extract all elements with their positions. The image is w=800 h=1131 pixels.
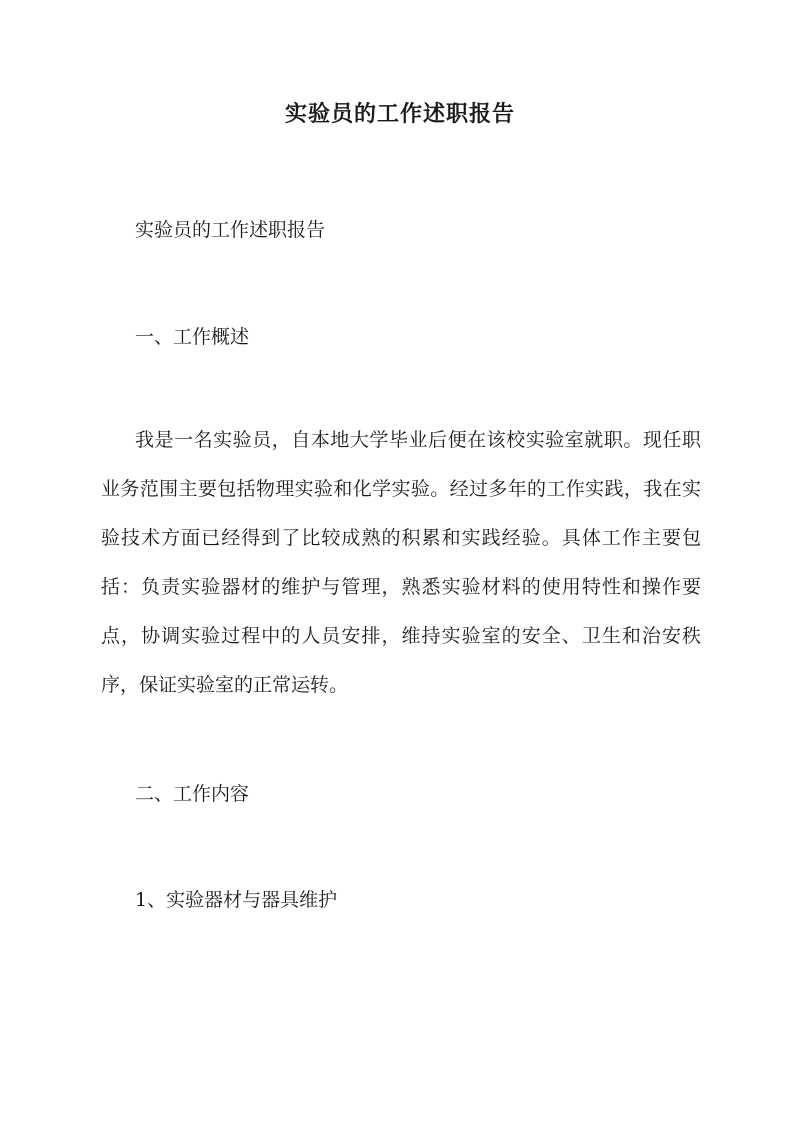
subsection-heading-equipment: 1、实验器材与器具维护 <box>135 889 338 911</box>
section-heading-overview: 一、工作概述 <box>135 326 250 348</box>
document-subtitle: 实验员的工作述职报告 <box>135 219 326 241</box>
document-title: 实验员的工作述职报告 <box>284 101 515 127</box>
overview-paragraph: 我是一名实验员，自本地大学毕业后便在该校实验室就职。现任职业务范围主要包括物理实验和化学实验。经过多年的工作实践，我在实验技术方面已经得到了比较成熟的积累和实践经验。具体工作主要包括：负责实验器材的维护与管理，熟悉实验材料的使用特性和操作要点，协调实验过程中的人员安排，维持实验室的安全、卫生和治安秩序，保证实验室的正常运转。 <box>101 429 701 696</box>
section-heading-content: 二、工作内容 <box>135 783 250 805</box>
